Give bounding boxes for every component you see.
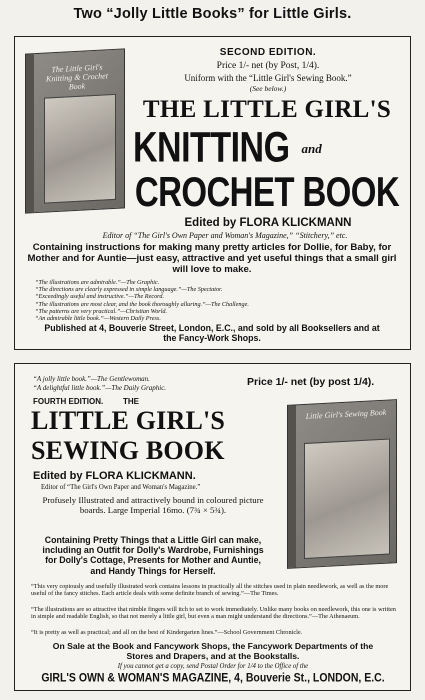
knitting-title-word: KNITTING [133, 124, 290, 172]
sewing-postal-note: If you cannot get a copy, send Postal Order for 1/4 to the Office of the [117, 663, 309, 670]
knitting-editor-of: Editor of “The Girl's Own Paper and Woman's Magazine,” “Stitchery,” etc. [102, 231, 348, 240]
knitting-edited-by: Edited by FLORA KLICKMANN [184, 217, 352, 229]
sewing-title-line2: SEWING BOOK [31, 436, 225, 465]
knitting-book-advert [14, 36, 411, 350]
sewing-quote-gentlewoman: “A jolly little book.”—The Gentlewoman. [33, 375, 150, 383]
knitting-title-line1: THE LITTLE GIRL'S [142, 96, 392, 123]
knitting-uniform-note: Uniform with the “Little Girl's Sewing Book.” [184, 73, 352, 83]
knitting-price: Price 1/- net (by Post, 1/4). [216, 61, 320, 71]
knitting-quote: “The illustrations are most clear, and the book thoroughly alluring.”—The Challenge. [35, 300, 249, 308]
sewing-contents: Containing Pretty Things that a Little Girl can make, including an Outfit for Dolly's Wardrobe, Furnishings for Dolly's Cottage, Presents for Mother and Auntie, and Handy Things for Herself. [42, 535, 264, 576]
knitting-description: Containing instructions for making many pretty articles for Dollie, for Baby, for Mother and for Auntie—just easy, attractive and yet useful things that a small girl will love to make. [27, 242, 397, 275]
sewing-address: GIRL'S OWN & WOMAN'S MAGAZINE, 4, Bouverie St., LONDON, E.C. [41, 671, 385, 685]
sewing-the: THE [123, 397, 139, 406]
knitting-edition: SECOND EDITION. [219, 47, 317, 58]
sewing-quote-graphic: “A delightful little book.”—The Daily Graphic. [33, 384, 167, 392]
knitting-quote: “Exceedingly useful and instructive.”—The Record. [35, 293, 164, 301]
knitting-quote: “An admirable little book.”—Western Daily Press. [35, 315, 161, 323]
sewing-edition: FOURTH EDITION. [33, 397, 104, 406]
sewing-review-athenaeum: “The illustrations are so attractive that nimble fingers will itch to set to work immediately. Unlike many books on needlework, this one is written in simple and readable English, so that not merely a little girl, but even a man might understand the directions.”—The Athenaeum. [31, 606, 396, 621]
sewing-cover-title: Little Girl's Sewing Book [305, 407, 387, 421]
knitting-title-and: and [301, 141, 322, 156]
knitting-book-cover-image [25, 48, 125, 213]
sewing-price: Price 1/- net (by post 1/4). [247, 376, 375, 388]
sewing-title-line1: LITTLE GIRL'S [31, 406, 226, 435]
knitting-see-below: (See below.) [249, 84, 287, 93]
sewing-on-sale: On Sale at the Book and Fancywork Shops, the Fancywork Departments of the Stores and Drapers, and at the Bookstalls. [52, 641, 374, 661]
sewing-profusely: Profusely Illustrated and attractively bound in coloured picture boards. Large Imperial 16mo. (7¾ × 5¾). [42, 495, 264, 515]
sewing-editor-of: Editor of “The Girl's Own Paper and Woman's Magazine.” [41, 484, 201, 491]
knitting-quote: “The patterns are very practical.”—Christian World. [35, 307, 168, 315]
sewing-book-cover-image [287, 399, 397, 569]
sewing-edited-by: Edited by FLORA KLICKMANN. [33, 470, 196, 482]
knitting-quote: “The directions are clearly expressed in simple language.”—The Spectator. [35, 286, 223, 294]
sewing-book-advert [14, 363, 411, 691]
page-header: Two “Jolly Little Books” for Little Girls. [73, 6, 352, 22]
knitting-title-line3: CROCHET BOOK [134, 168, 400, 215]
knitting-cover-title: The Little Girl's Knitting & Crochet Book [46, 62, 108, 92]
sewing-review-chronicle: “It is pretty as well as practical; and all on the best of Kindergarten lines.”—School Government Chronicle. [31, 629, 303, 636]
sewing-review-times: “This very copiously and usefully illustrated work contains lessons in practically all the stitches used in plain needlework, as well as the more useful of the fancy stitches. Each article deals with some definite branch of sewing.”—The Times. [31, 583, 389, 598]
knitting-title-line2 [133, 124, 413, 172]
knitting-quotes-list [35, 279, 395, 322]
knitting-quote: “The illustrations are admirable.”—The Graphic. [35, 279, 160, 286]
knitting-published-info: Published at 4, Bouverie Street, London, E.C., and sold by all Booksellers and at the Fancy-Work Shops. [44, 323, 380, 343]
